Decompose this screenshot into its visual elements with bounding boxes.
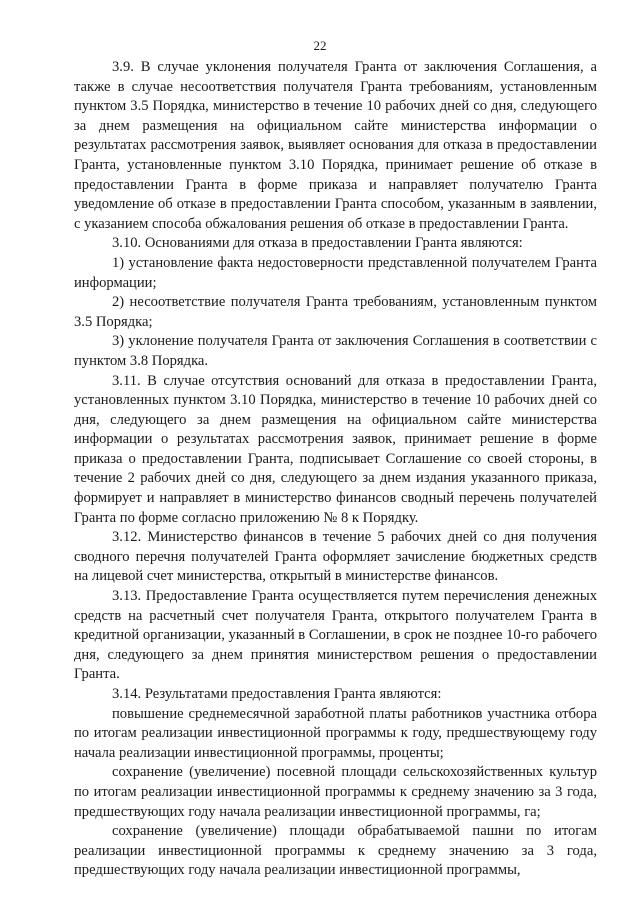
- list-item-3: 3) уклонение получателя Гранта от заключения Соглашения в соответствии с пунктом 3.8 Порядка.: [74, 333, 597, 369]
- result-item-sown-area: сохранение (увеличение) посевной площади сельскохозяйственных культур по итогам реализации инвестиционной программы к среднему значению за 3 года, предшествующих году начала реализации инвестиционной программы, га;: [74, 764, 597, 820]
- list-item-1: 1) установление факта недостоверности представленной получателем Гранта информации;: [74, 254, 597, 291]
- result-item-salary: повышение среднемесячной заработной платы работников участника отбора по итогам реализации инвестиционной программы к году, предшествующему году начала реализации инвестиционной программы, проценты;: [74, 705, 597, 761]
- paragraph-3-9: 3.9. В случае уклонения получателя Гранта от заключения Соглашения, а также в случае несоответствия получателя Гранта требованиям, установленным пунктом 3.5 Порядка, министерство в течение 10 рабочих дней со дня, следующего за днем размещения на официальном сайте министерства информации о результатах рассмотрения заявок, выявляет основания для отказа в предоставлении Гранта, установленные пунктом 3.10 Порядка, принимает решение об отказе в предоставлении Гранта в форме приказа и направляет получателю Гранта уведомление об отказе в предоставлении Гранта способом, указанным в заявлении, с указанием способа обжалования решения об отказе в предоставлении Гранта.: [74, 59, 597, 232]
- paragraph-3-12: 3.12. Министерство финансов в течение 5 рабочих дней со дня получения сводного перечня получателей Гранта оформляет зачисление бюджетных средств на лицевой счет министерства, открытый в министерстве финансов.: [74, 529, 597, 585]
- paragraph-3-13: 3.13. Предоставление Гранта осуществляется путем перечисления денежных средств на расчетный счет получателя Гранта, открытого получателем Гранта в кредитной организации, указанный в Соглашении, в срок не позднее 10-го рабочего дня, следующего за днем принятия министерством решения о предоставлении Гранта.: [74, 588, 597, 683]
- list-item-2: 2) несоответствие получателя Гранта требованиям, установленным пунктом 3.5 Порядка;: [74, 294, 597, 330]
- paragraph-3-14: 3.14. Результатами предоставления Гранта являются:: [112, 686, 442, 702]
- result-item-arable-land: сохранение (увеличение) площади обрабатываемой пашни по итогам реализации инвестиционной программы к среднему значению за 3 года, предшествующих году начала реализации инвестиционной программы,: [74, 823, 597, 879]
- paragraph-3-11: 3.11. В случае отсутствия оснований для отказа в предоставлении Гранта, установленных пунктом 3.10 Порядка, министерство в течение 10 рабочих дней со дня, следующего за днем размещения на официальном сайте министерства информации о результатах рассмотрения заявок, принимает решение в форме приказа о предоставлении Гранта, подписывает Соглашение со своей стороны, в течение 2 рабочих дней со дня, следующего за днем издания указанного приказа, формирует и направляет в министерство финансов сводный перечень получателей Гранта по форме согласно приложению № 8 к Порядку.: [74, 372, 597, 526]
- paragraph-3-10: 3.10. Основаниями для отказа в предоставлении Гранта являются:: [112, 235, 523, 252]
- page-number: 22: [313, 38, 327, 53]
- document-body: [74, 58, 597, 881]
